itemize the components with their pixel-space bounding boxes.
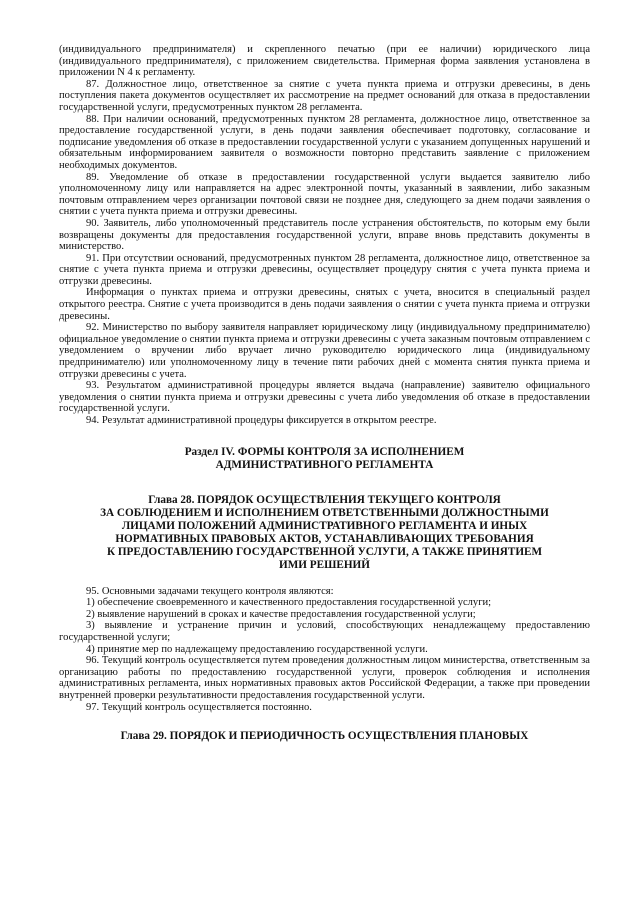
paragraph-96: 96. Текущий контроль осуществляется путем проведения должностным лицом министерства, ответственным за организацию работы по предоставлению государственной услуги, проверок соблюдения и исполнения административных регламента, иных нормативных правовых актов Российской Федерации, а также при проведении внутренней проверки результативности предоставления государственной услуги. [59, 655, 590, 701]
section-title [59, 446, 590, 472]
bottom-text-block [59, 586, 590, 714]
chapter-title-line: НОРМАТИВНЫХ ПРАВОВЫХ АКТОВ, УСТАНАВЛИВАЮЩИХ ТРЕБОВАНИЯ [115, 532, 534, 545]
paragraph-97: 97. Текущий контроль осуществляется постоянно. [86, 701, 312, 713]
chapter-28-title [59, 494, 590, 572]
paragraph-90: 90. Заявитель, либо уполномоченный представитель после устранения обстоятельств, по которым ему были возвращены документы для предоставления государственной услуги, вправе вновь представить документы в министерство. [59, 217, 590, 253]
chapter-title-line: Глава 28. ПОРЯДОК ОСУЩЕСТВЛЕНИЯ ТЕКУЩЕГО КОНТРОЛЯ [148, 493, 501, 506]
paragraph-87: 87. Должностное лицо, ответственное за снятие с учета пункта приема и отгрузки древесины, в день поступления пакета документов осуществляет их рассмотрение на предмет оснований для отказа в предоставлении государственной услуги, предусмотренных пунктом 28 регламента. [59, 78, 590, 113]
list-item-95-4: 4) принятие мер по надлежащему предоставлению государственной услуги. [86, 643, 428, 655]
chapter-title-line: ИМИ РЕШЕНИЙ [279, 558, 370, 571]
chapter-title-line: ЛИЦАМИ ПОЛОЖЕНИЙ АДМИНИСТРАТИВНОГО РЕГЛАМЕНТА И ИНЫХ [121, 519, 528, 532]
paragraph-94: 94. Результат административной процедуры фиксируется в открытом реестре. [86, 415, 437, 426]
paragraph-continuation: (индивидуального предпринимателя) и скрепленного печатью (при ее наличии) юридического лица (индивидуального предпринимателя), с приложением свидетельства. Примерная форма заявления установлена в приложении N 4 к регламенту. [59, 44, 590, 79]
chapter-title-line: К ПРЕДОСТАВЛЕНИЮ ГОСУДАРСТВЕННОЙ УСЛУГИ, А ТАКЖЕ ПРИНЯТИЕМ [106, 545, 543, 558]
section-title-line: Раздел IV. ФОРМЫ КОНТРОЛЯ ЗА ИСПОЛНЕНИЕМ [184, 445, 465, 458]
paragraph-92: 92. Министерство по выбору заявителя направляет юридическому лицу (индивидуальному предпринимателю) официальное уведомление о снятии пункта приема и отгрузки древесины с учета заказным почтовым отправлением с уведомлением о вручении либо вручает лично руководителю юридического лица (индивидуальному предпринимателю) или уполномоченному лицу в течение пяти рабочих дней с момента снятия пункта приема и отгрузки древесины с учета. [59, 322, 590, 380]
top-text-block [59, 44, 590, 427]
list-item-95-2: 2) выявление нарушений в сроках и качестве предоставления государственной услуги; [86, 608, 476, 620]
chapter-title-line: ЗА СОБЛЮДЕНИЕМ И ИСПОЛНЕНИЕМ ОТВЕТСТВЕННЫМИ ДОЛЖНОСТНЫМИ [100, 506, 549, 519]
section-title-line: АДМИНИСТРАТИВНОГО РЕГЛАМЕНТА [215, 458, 434, 471]
paragraph-93: 93. Результатом административной процедуры является выдача (направление) заявителю официального уведомления о снятии пункта приема и отгрузки древесины с учета либо уведомления об отказе в предоставлении государственной услуги. [59, 380, 590, 415]
paragraph-89: 89. Уведомление об отказе в предоставлении государственной услуги выдается заявителю либо уполномоченному лицу или направляется на адрес электронной почты, указанный в заявлении, либо заказным почтовым отправлением через организации почтовой связи не позднее дня, следующего за днем подачи заявления о снятии с учета пункта приема и отгрузки древесины. [59, 171, 590, 218]
list-item-95-3: 3) выявление и устранение причин и условий, способствующих ненадлежащему предоставлению государственной услуги; [59, 620, 590, 643]
paragraph-95: 95. Основными задачами текущего контроля являются: [86, 585, 334, 597]
paragraph-88: 88. При наличии оснований, предусмотренных пунктом 28 регламента, должностное лицо, ответственное за предоставление государственной услуги, в день подачи заявления обеспечивает подготовку, согласование и подписание уведомления об отказе в предоставлении государственной услуги с указанием допущенных нарушений и обязательным информированием заявителя о возможности повторно представить заявление с приложением необходимых документов. [59, 113, 590, 171]
list-item-95-1: 1) обеспечение своевременного и качественного предоставления государственной услуги; [86, 597, 492, 609]
paragraph-91-info: Информация о пунктах приема и отгрузки древесины, снятых с учета, вносится в специальный раздел открытого реестра. Снятие с учета производится в день подачи заявления о снятии с учета пункта приема и отгрузки древесины. [59, 287, 590, 322]
paragraph-91: 91. При отсутствии оснований, предусмотренных пунктом 28 регламента, должностное лицо, ответственное за снятие с учета пункта приема и отгрузки древесины, осуществляет процедуру снятия с учета пункта приема и отгрузки древесины. [59, 252, 590, 287]
chapter-29-title: Глава 29. ПОРЯДОК И ПЕРИОДИЧНОСТЬ ОСУЩЕСТВЛЕНИЯ ПЛАНОВЫХ [120, 730, 529, 743]
